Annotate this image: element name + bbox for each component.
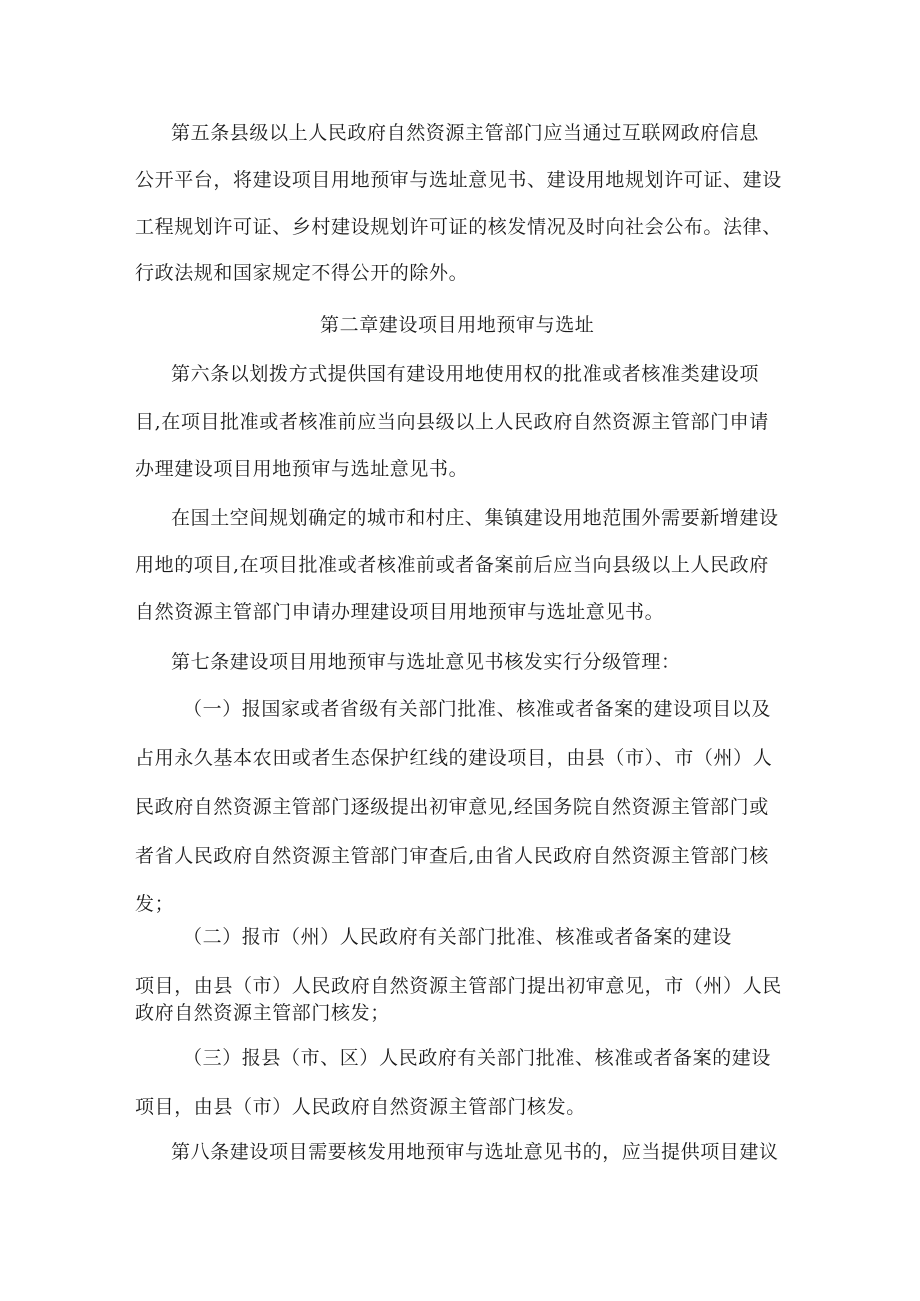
item-3-line-1: （三）报县（市、区）人民政府有关部门批准、核准或者备案的建设: [183, 1047, 772, 1069]
item-2-line-3: 政府自然资源主管部门核发；: [135, 1002, 390, 1024]
article-5-line-1: 第五条县级以上人民政府自然资源主管部门应当通过互联网政府信息: [171, 122, 760, 144]
article-6-para2-line-3: 自然资源主管部门申请办理建设项目用地预审与选址意见书。: [135, 601, 665, 623]
item-1-line-5: 发；: [135, 893, 175, 915]
article-7-intro: 第七条建设项目用地预审与选址意见书核发实行分级管理：: [171, 651, 681, 673]
item-1-line-3: 民政府自然资源主管部门逐级提出初审意见,经国务院自然资源主管部门或: [135, 796, 769, 818]
article-5-line-2: 公开平台，将建设项目用地预审与选址意见书、建设用地规划许可证、建设: [135, 169, 782, 191]
item-1-line-2: 占用永久基本农田或者生态保护红线的建设项目，由县（市）、市（州）人: [135, 747, 773, 769]
item-1-line-1: （一）报国家或者省级有关部门批准、核准或者备案的建设项目以及: [183, 698, 772, 720]
article-6-para2-line-1: 在国土空间规划确定的城市和村庄、集镇建设用地范围外需要新增建设: [171, 507, 779, 529]
item-3-line-2: 项目，由县（市）人民政府自然资源主管部门核发。: [135, 1096, 586, 1118]
article-6-line-1: 第六条以划拨方式提供国有建设用地使用权的批准或者核准类建设项: [171, 363, 760, 385]
item-1-line-4: 者省人民政府自然资源主管部门审查后,由省人民政府自然资源主管部门核: [135, 845, 769, 867]
item-2-line-1: （二）报市（州）人民政府有关部门批准、核准或者备案的建设: [183, 926, 732, 948]
article-8-line-1: 第八条建设项目需要核发用地预审与选址意见书的，应当提供项目建议: [171, 1141, 779, 1163]
article-6-line-3: 办理建设项目用地预审与选址意见书。: [135, 458, 469, 480]
chapter-2-title: 第二章建设项目用地预审与选址: [320, 314, 595, 336]
article-6-line-2: 目,在项目批准或者核准前应当向县级以上人民政府自然资源主管部门申请: [135, 411, 769, 433]
article-5-line-4: 行政法规和国家规定不得公开的除外。: [135, 262, 469, 284]
article-6-para2-line-2: 用地的项目,在项目批准或者核准前或者备案前后应当向县级以上人民政府: [135, 554, 769, 576]
article-5-line-3: 工程规划许可证、乡村建设规划许可证的核发情况及时向社会公布。法律、: [135, 216, 782, 238]
item-2-line-2: 项目，由县（市）人民政府自然资源主管部门提出初审意见，市（州）人民: [135, 975, 782, 997]
